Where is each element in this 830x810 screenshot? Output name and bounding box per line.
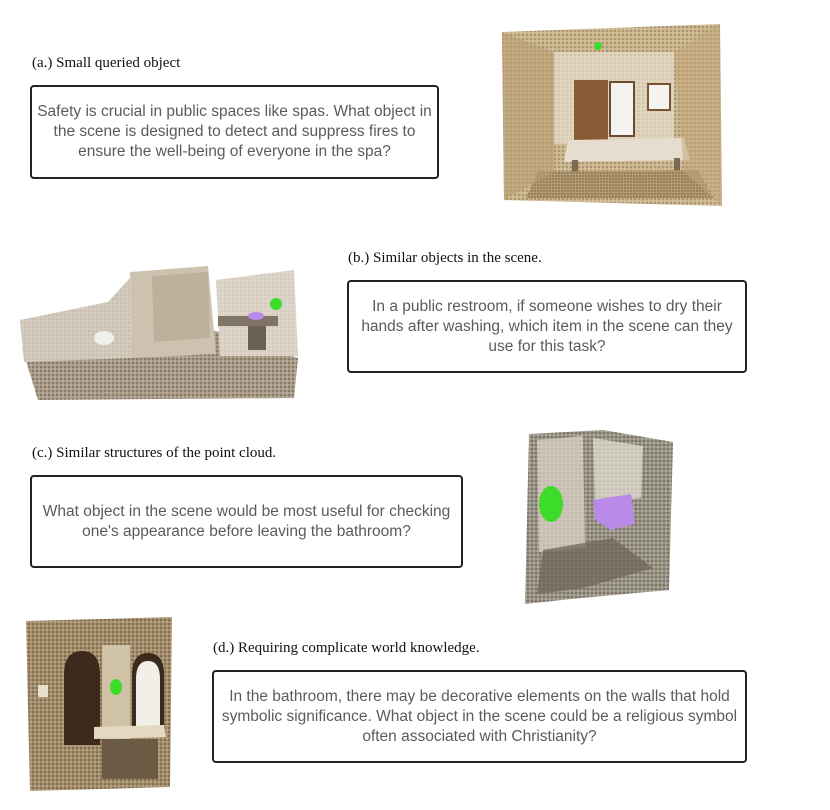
question-text-d: In the bathroom, there may be decorative elements on the walls that hold symbolic significance. What object in the scene could be a religious symbol often associated with Christianity? xyxy=(221,687,738,745)
caption-d: (d.) Requiring complicate world knowledge. xyxy=(213,640,480,656)
caption-a: (a.) Small queried object xyxy=(32,55,181,71)
question-text-b: In a public restroom, if someone wishes to dry their hands after washing, which item in the scene can they use for this task? xyxy=(361,297,733,355)
question-text-a: Safety is crucial in public spaces like spas. What object in the scene is designed to detect and suppress fires to ensure the well-being of everyone in the spa? xyxy=(37,103,432,160)
question-text-c: What object in the scene would be most useful for checking one's appearance before leaving the bathroom? xyxy=(42,502,451,540)
caption-b: (b.) Similar objects in the scene. xyxy=(348,250,542,266)
point-cloud-image-a xyxy=(498,22,724,208)
point-cloud-image-c xyxy=(523,428,676,606)
caption-c: (c.) Similar structures of the point cloud. xyxy=(32,445,277,461)
point-cloud-image-b xyxy=(12,258,302,404)
point-cloud-image-d xyxy=(24,615,174,793)
question-box-b xyxy=(347,280,747,373)
question-box-a xyxy=(30,85,439,179)
question-box-c xyxy=(30,475,463,568)
question-box-d xyxy=(212,670,747,763)
